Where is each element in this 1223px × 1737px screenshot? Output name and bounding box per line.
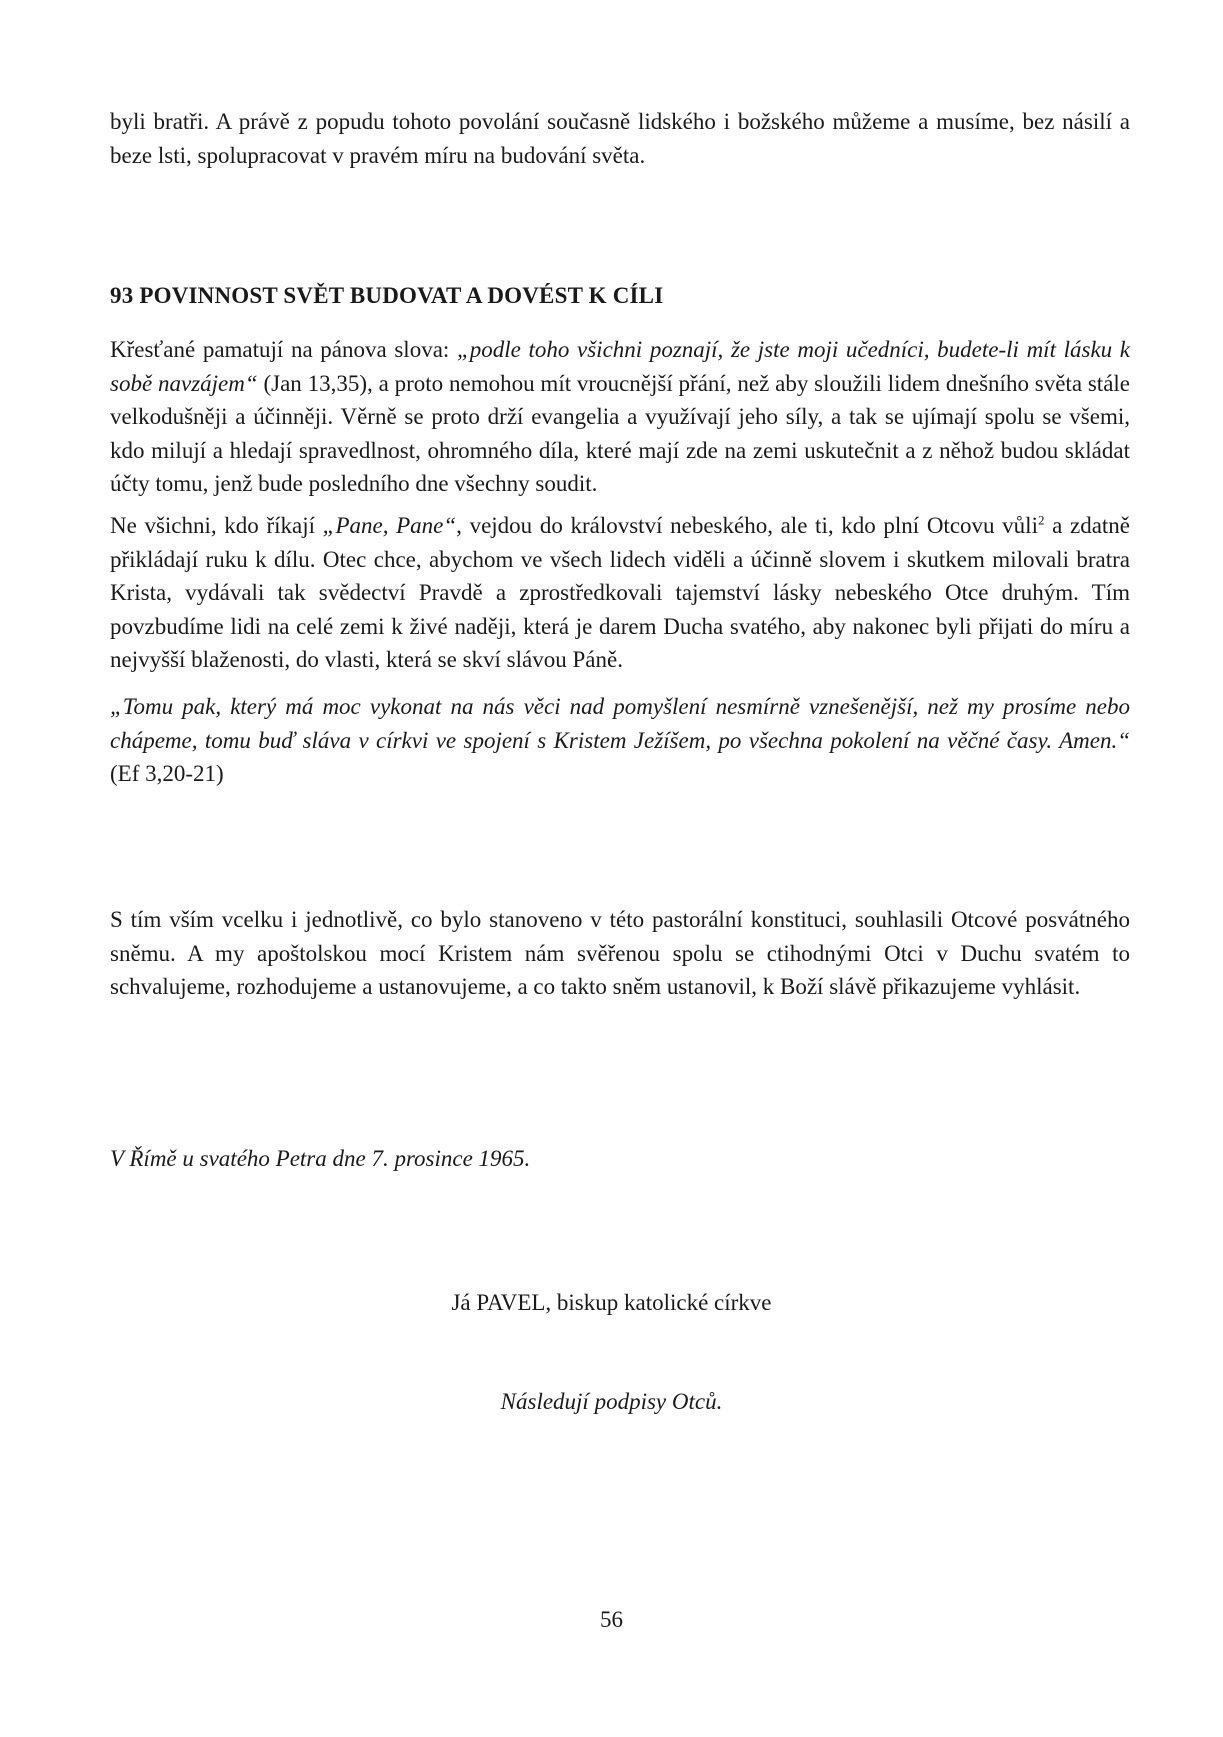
paragraph-1-before: Křesťané pamatují na pánova slova: (110, 337, 457, 362)
paragraph-2-before: Ne všichni, kdo říkají (110, 513, 323, 538)
paragraph-3-reference: (Ef 3,20-21) (110, 761, 224, 786)
section-heading: 93 POVINNOST SVĚT BUDOVAT A DOVÉST K CÍLI (110, 283, 664, 308)
paragraph-1 (110, 333, 1130, 501)
approval-paragraph: S tím vším vcelku i jednotlivě, co bylo stanoveno v této pastorální konstituci, souhlasili Otcové posvátného sněmu. A my apoštolskou mocí Kristem nám svěřenou spolu se ctihodnými Otci v Duchu svatém to schvalujeme, rozhodujeme a ustanovujeme, a co takto sněm ustanovil, k Boží slávě přikazujeme vyhlásit. (110, 907, 1130, 999)
paragraph-1-quote: „podle toho všichni poznají, že jste moji učedníci, budete-li mít lásku k sobě navzájem“ (110, 337, 1131, 396)
paragraph-1-after: (Jan 13,35), a proto nemohou mít vroucnější přání, než aby sloužili lidem dnešního světa stále velkodušněji a účinněji. Věrně se proto drží evangelia a využívají jeho síly, a tak se ujímají spolu se všemi, kdo milují a hledají spravedlnost, ohromného díla, které mají zde na zemi uskutečnit a z něhož budou skládat účty tomu, jenž bude posledního dne všechny soudit. (110, 370, 1131, 496)
paragraph-2 (110, 509, 1130, 677)
date-line: V Římě u svatého Petra dne 7. prosince 1965. (110, 1146, 531, 1171)
page-number: 56 (600, 1607, 623, 1632)
paragraph-2-middle: , vejdou do království nebeského, ale ti, kdo plní Otcovu vůli (456, 513, 1038, 538)
footnote-marker: 2 (1037, 512, 1045, 528)
signatures-follow-line: Následují podpisy Otců. (500, 1389, 723, 1414)
paragraph-3-quotation (110, 690, 1130, 791)
paragraph-2-quote: „Pane, Pane“ (322, 513, 457, 538)
intro-paragraph: byli bratři. A právě z popudu tohoto povolání současně lidského i božského můžeme a musíme, bez násilí a beze lsti, spolupracovat v pravém míru na budování světa. (110, 109, 1130, 168)
signature-line: Já PAVEL, biskup katolické církve (451, 1290, 772, 1315)
paragraph-2-after: a zdatně přikládají ruku k dílu. Otec chce, abychom ve všech lidech viděli a účinně slovem i skutkem milovali bratra Krista, vydávali tak svědectví Pravdě a zprostředkovali tajemství lásky nebeského Otce druhým. Tím povzbudíme lidi na celé zemi k živé naději, která je darem Ducha svatého, aby nakonec byli přijati do míru a nejvyšší blaženosti, do vlasti, která se skví slávou Páně. (110, 513, 1130, 672)
paragraph-3-quote: „Tomu pak, který má moc vykonat na nás věci nad pomyšlení nesmírně vznešenější, než my prosíme nebo chápeme, tomu buď sláva v církvi ve spojení s Kristem Ježíšem, po všechna pokolení na věčné časy. Amen.“ (110, 694, 1130, 753)
